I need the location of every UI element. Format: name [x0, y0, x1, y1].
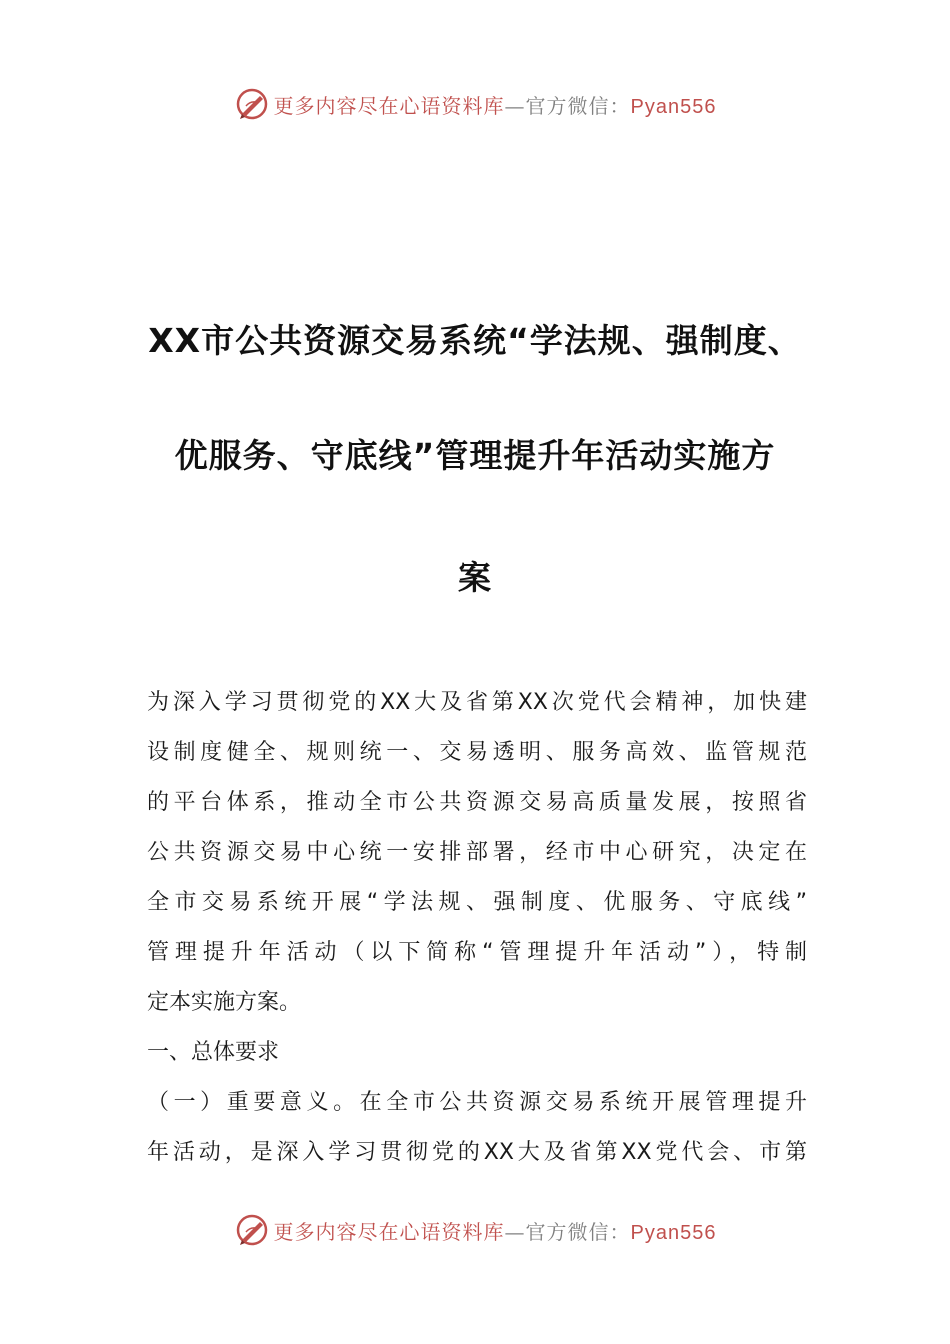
body-line: 公共资源交易中心统一安排部署，经市中心研究，决定在	[147, 840, 807, 865]
watermark-banner-bottom	[0, 1210, 950, 1250]
body-line: 全市交易系统开展“学法规、强制度、优服务、守底线”	[147, 890, 807, 915]
section-heading: 一、总体要求	[147, 1040, 280, 1065]
body-line: 管理提升年活动（以下简称“管理提升年活动”），特制	[147, 940, 807, 965]
watermark-text: 更多内容尽在心语资料库—官方微信：Pyan556	[273, 93, 717, 118]
pen-logo-icon	[234, 86, 270, 122]
body-line: 年活动，是深入学习贯彻党的XX大及省第XX党代会、市第	[147, 1140, 807, 1165]
document-title-line-3: 案	[458, 558, 492, 597]
body-line: 为深入学习贯彻党的XX大及省第XX次党代会精神，加快建	[147, 690, 807, 715]
document-title-line-2: 优服务、守底线”管理提升年活动实施方	[174, 436, 776, 475]
body-line: （一）重要意义。在全市公共资源交易系统开展管理提升	[147, 1090, 807, 1115]
body-line: 定本实施方案。	[147, 990, 302, 1015]
pen-logo-icon	[234, 1212, 270, 1248]
document-title-line-1: XX市公共资源交易系统“学法规、强制度、	[148, 321, 802, 360]
watermark-text: 更多内容尽在心语资料库—官方微信：Pyan556	[273, 1219, 717, 1244]
watermark-banner-top	[0, 84, 950, 124]
body-line: 设制度健全、规则统一、交易透明、服务高效、监管规范	[147, 740, 807, 765]
body-line: 的平台体系，推动全市公共资源交易高质量发展，按照省	[147, 790, 807, 815]
